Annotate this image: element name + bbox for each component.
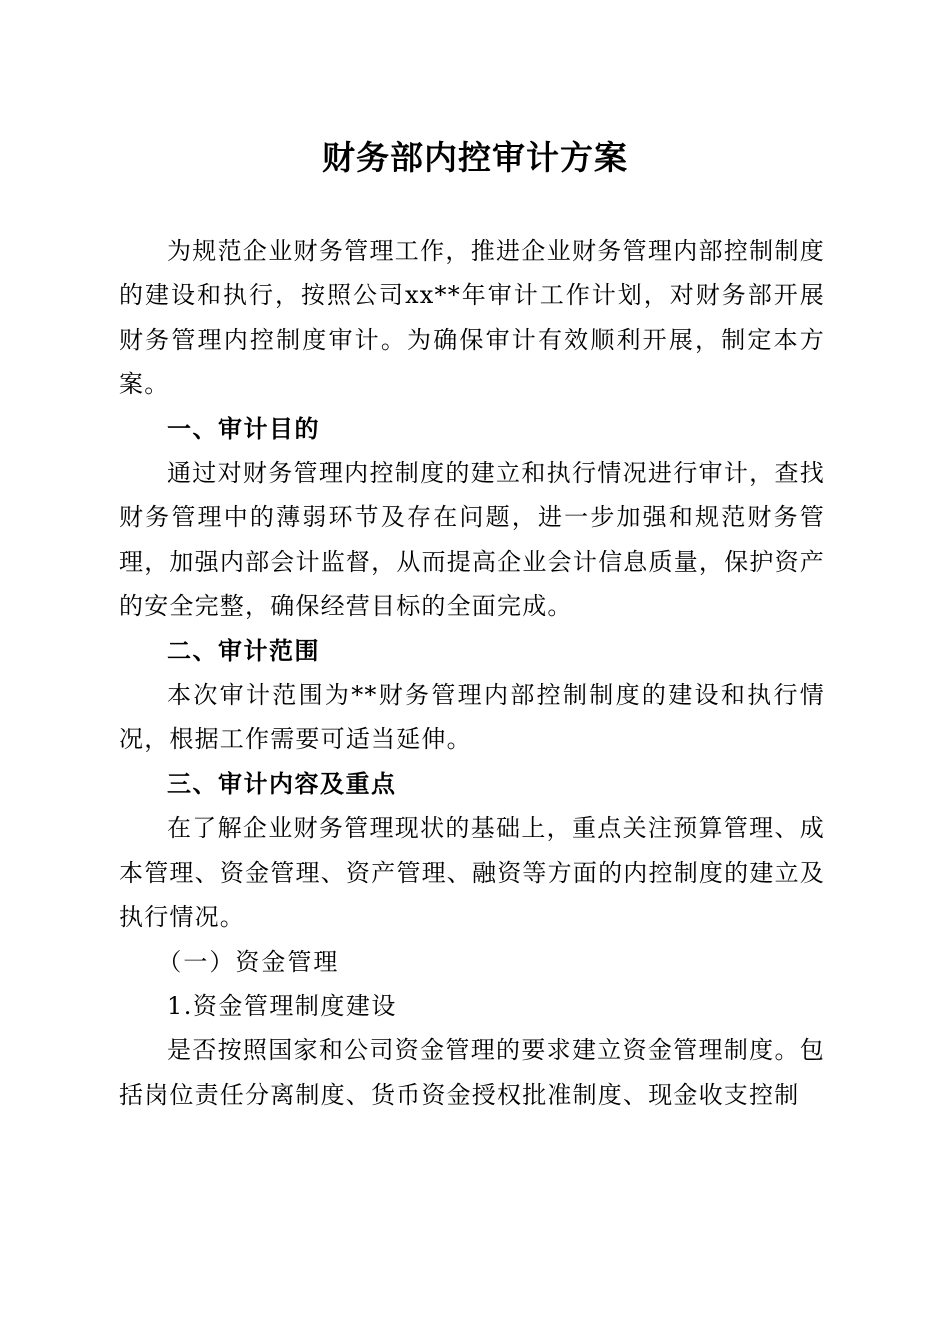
audit-scope-paragraph: 本次审计范围为**财务管理内部控制制度的建设和执行情况，根据工作需要可适当延伸。 — [119, 681, 825, 754]
document-title: 财务部内控审计方案 — [322, 138, 628, 177]
section-heading-audit-scope: 二、审计范围 — [167, 636, 320, 665]
fund-management-system-paragraph: 是否按照国家和公司资金管理的要求建立资金管理制度。包括岗位责任分离制度、货币资金授权批准制度、现金收支控制 — [119, 1036, 825, 1109]
document-body — [119, 229, 825, 1117]
intro-paragraph: 为规范企业财务管理工作，推进企业财务管理内部控制制度的建设和执行，按照公司xx**年审计工作计划，对财务部开展财务管理内控制度审计。为确保审计有效顺利开展，制定本方案。 — [119, 237, 825, 399]
audit-purpose-paragraph: 通过对财务管理内控制度的建立和执行情况进行审计，查找财务管理中的薄弱环节及存在问题，进一步加强和规范财务管理，加强内部会计监督，从而提高企业会计信息质量，保护资产的安全完整，确保经营目标的全面完成。 — [119, 459, 825, 621]
item-heading-fund-management-system: 1.资金管理制度建设 — [167, 991, 397, 1020]
section-heading-audit-content: 三、审计内容及重点 — [167, 769, 397, 798]
section-heading-audit-purpose: 一、审计目的 — [167, 414, 320, 443]
audit-content-paragraph: 在了解企业财务管理现状的基础上，重点关注预算管理、成本管理、资金管理、资产管理、融资等方面的内控制度的建立及执行情况。 — [119, 814, 825, 932]
subsection-heading-fund-management: （一）资金管理 — [157, 947, 340, 976]
